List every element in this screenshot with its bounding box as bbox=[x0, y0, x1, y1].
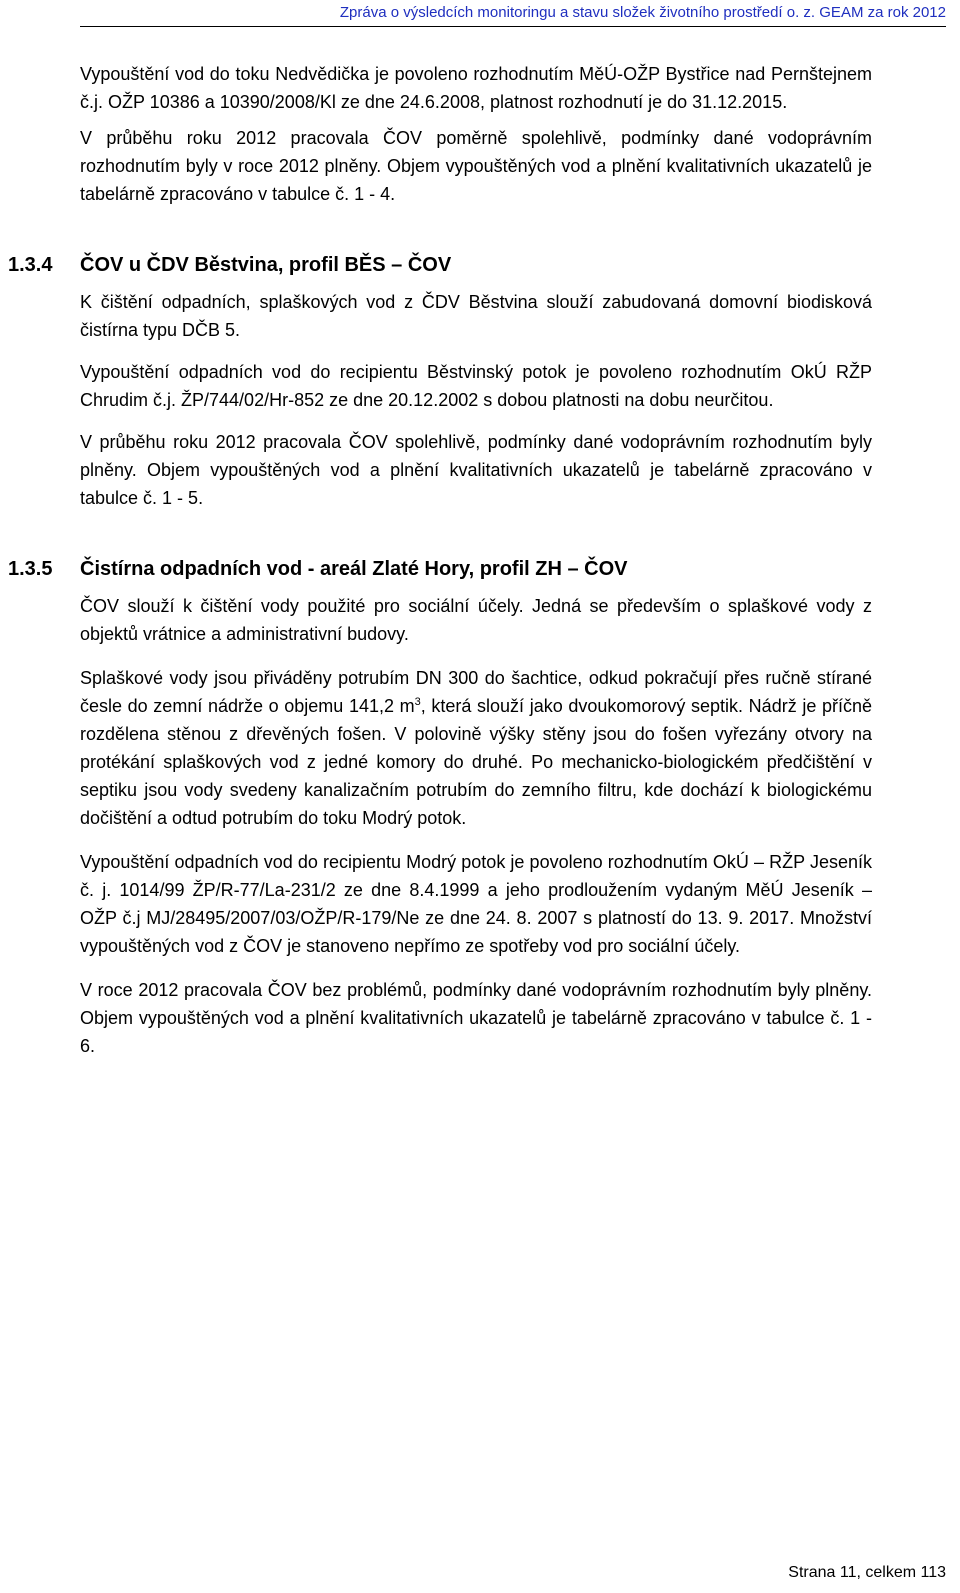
page-footer: Strana 11, celkem 113 bbox=[788, 1564, 946, 1581]
section-135-paragraph-2 bbox=[80, 664, 872, 832]
section-135-paragraph-4: V roce 2012 pracovala ČOV bez problémů, podmínky dané vodoprávním rozhodnutím byly plněny. Objem vypouštěných vod a plnění kvalitativních ukazatelů je tabelárně zpracováno v tabulce č. 1 - 6. bbox=[80, 980, 872, 1056]
section-title: Čistírna odpadních vod - areál Zlaté Hory, profil ZH – ČOV bbox=[80, 558, 628, 580]
section-number: 1.3.4 bbox=[8, 254, 53, 276]
section-135-paragraph-3: Vypouštění odpadních vod do recipientu Modrý potok je povoleno rozhodnutím OkÚ – RŽP Jeseník č. j. 1014/99 ŽP/R-77/La-231/2 ze dne 8.4.1999 a jeho prodloužením vydaným MěÚ Jeseník – OŽP č.j MJ/28495/2007/03/OŽP/R-179/Ne ze dne 24. 8. 2007 s platností do 13. 9. 2017. Množství vypouštěných vod z ČOV je stanoveno nepřímo ze spotřeby vod pro sociální účely. bbox=[80, 852, 872, 956]
header-rule bbox=[80, 26, 946, 27]
section-heading-135 bbox=[8, 556, 872, 582]
superscript-exponent: 3 bbox=[414, 696, 421, 708]
section-number: 1.3.5 bbox=[8, 558, 53, 580]
document-body bbox=[8, 60, 873, 1060]
section-heading-134 bbox=[8, 252, 872, 278]
section-134-paragraph-3: V průběhu roku 2012 pracovala ČOV spolehlivě, podmínky dané vodoprávním rozhodnutím byly plněny. Objem vypouštěných vod a plnění kvalitativních ukazatelů je tabelárně zpracováno v tabulce č. 1 - 5. bbox=[80, 432, 872, 508]
intro-paragraph-1: Vypouštění vod do toku Nedvědička je povoleno rozhodnutím MěÚ-OŽP Bystřice nad Pernštejnem č.j. OŽP 10386 a 10390/2008/Kl ze dne 24.6.2008, platnost rozhodnutí je do 31.12.2015. bbox=[80, 64, 872, 112]
section-134-paragraph-2: Vypouštění odpadních vod do recipientu Běstvinský potok je povoleno rozhodnutím OkÚ RŽP Chrudim č.j. ŽP/744/02/Hr-852 ze dne 20.12.2002 s dobou platnosti na dobu neurčitou. bbox=[80, 362, 872, 410]
paragraph-text: Splaškové vody jsou přiváděny potrubím DN 300 do šachtice, odkud pokračují přes ručně stírané česle do zemní nádrže o objemu 141,2 m bbox=[80, 668, 872, 716]
paragraph-text: , která slouží jako dvoukomorový septik. Nádrž je příčně rozdělena stěnou z dřevěných fošen. V polovině výšky stěny jsou do fošen vyřezány otvory na protékání splaškových vod z jedné komory do druhé. Po mechanicko-biologickém předčištění v septiku jsou vody svedeny kanalizačním potrubím do zemního filtru, kde dochází k biologickému dočištění a odtud potrubím do toku Modrý potok. bbox=[80, 696, 873, 828]
page-header: Zpráva o výsledcích monitoringu a stavu složek životního prostředí o. z. GEAM za rok 2012 bbox=[339, 4, 946, 21]
section-title: ČOV u ČDV Běstvina, profil BĚS – ČOV bbox=[80, 254, 452, 276]
intro-paragraph-2: V průběhu roku 2012 pracovala ČOV poměrně spolehlivě, podmínky dané vodoprávním rozhodnutím byly v roce 2012 plněny. Objem vypouštěných vod a plnění kvalitativních ukazatelů je tabelárně zpracováno v tabulce č. 1 - 4. bbox=[80, 128, 872, 204]
section-135-paragraph-1: ČOV slouží k čištění vody použité pro sociální účely. Jedná se především o splaškové vody z objektů vrátnice a administrativní budovy. bbox=[80, 596, 872, 644]
section-134-paragraph-1: K čištění odpadních, splaškových vod z ČDV Běstvina slouží zabudovaná domovní biodisková čistírna typu DČB 5. bbox=[80, 292, 872, 340]
